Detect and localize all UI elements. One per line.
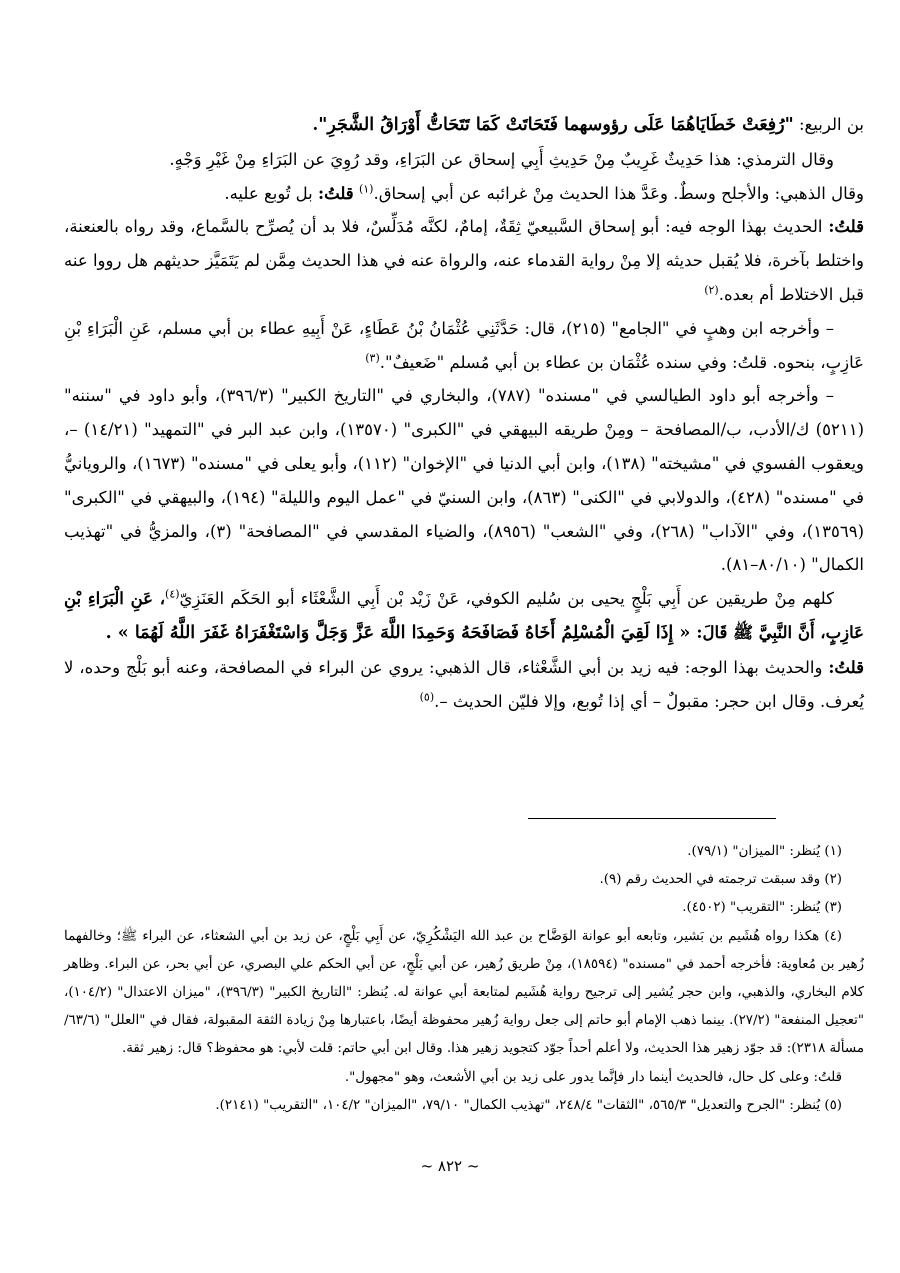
paragraph-4 — [64, 210, 864, 311]
paragraph-7 — [64, 582, 864, 651]
paragraph-8 — [64, 651, 864, 719]
hadith-text: « إِذَا لَقِيَ الْمُسْلِمُ أَخَاهُ فَصَافَحَهُ وَحَمِدَا اللَّهَ عَزَّ وَجَلَّ وَاسْتَغْفَرَاهُ غَفَرَ اللَّهُ لَهُمَا » . — [105, 622, 697, 643]
isnad-text: ، عَنِ الْبَرَاءِ بْنِ عَازِبٍ، أَنَّ النَّبِيَّ ﷺ قَالَ: — [64, 589, 864, 642]
text-run: . — [312, 115, 319, 134]
text-run: كلهم مِنْ طريقين عن أَبِي بَلْجٍ يحيى بن سُليم الكوفي، عَنْ زَيْد بْن أَبِي الشَّعْثَاء أبو الحَكَم العَنَزِيّ — [179, 589, 835, 609]
text-run: والحديث بهذا الوجه: فيه زيد بن أبي الشَّعْثاء، قال الذهبي: يروي عن البراء في المصافحة، وعنه أبو بَلْج وحده، لا يُعرف. وقال ابن حجر: مقبولٌ – أي إذا تُوبع، وإلا فليّن الحديث –. — [64, 657, 864, 711]
text-run: بن الربيع: — [793, 115, 864, 134]
footnote-ref: (٥) — [419, 690, 435, 704]
text-run: – وأخرجه ابن وهبٍ في "الجامع" (٢١٥)، قال: حَدَّثَنِي عُثْمَانُ بْنُ عَطَاءٍ، عَنْ أَبِيهِ عطاء بن أبي مسلم، عَنِ الْبَرَاءِ بْنِ عَازِبٍ، بنحوه. قلتُ: وفي سنده عُثْمَان بن عطاء بن أبي مُسلم "ضَعيفٌ". — [64, 318, 864, 372]
text-run: بل تُوبع عليه. — [224, 183, 319, 203]
paragraph-1 — [64, 108, 864, 143]
text-run: الحديث بهذا الوجه فيه: أبو إسحاق السَّبيعيّ ثِقَةٌ، إمامٌ، لكنَّه مُدَلِّسٌ، فلا بد أن يُصرِّح بالسَّماع، وقد رواه بالعنعنة، واختلط بآخرة، فلا يُقبل حديثه إلا مِنْ رواية القدماء عنه، والرواة عنه في هذا الحديث مِمَّن لم يَتَمَيَّز حديثهم هل رووا عنه قبل الاختلاط أم بعده. — [64, 217, 864, 304]
paragraph-5 — [64, 312, 864, 380]
note-label: قلتُ: — [828, 657, 864, 677]
paragraph-2: وقال الترمذي: هذا حَدِيثٌ غَرِيبٌ مِنْ حَدِيثِ أَبِي إسحاق عن البَرَاءِ، وقد رُوِيَ عن البَرَاءِ مِنْ غَيْرِ وَجْهٍ. — [169, 149, 834, 169]
footnote-1: (١) يُنظر: "الميزان" (٧٩/١). — [687, 844, 842, 859]
page-number: ~ ٨٢٢ ~ — [420, 1157, 480, 1175]
note-label: قلتُ: — [318, 183, 354, 203]
footnote-4-continuation: قلتُ: وعلى كل حال، فالحديث أينما دار فإنَّما يدور على زيد بن أبي الأشعث، وهو "مجهول". — [344, 1069, 842, 1085]
text-run: وقال الذهبي: والأجلح وسطٌ. وعَدَّ هذا الحديث مِنْ غرائبه عن أبي إسحاق. — [373, 183, 864, 203]
footnotes — [64, 838, 864, 1120]
footnote-ref: (٤) — [165, 587, 180, 601]
footnote-separator — [528, 818, 776, 819]
main-text — [64, 108, 864, 718]
footnote-2: (٢) وقد سبقت ترجمته في الحديث رقم (٩). — [599, 872, 842, 888]
paragraph-6: – وأخرجه أبو داود الطيالسي في "مسنده" (٧٨٧)، والبخاري في "التاريخ الكبير" (٣٩٦/٣)، وأبو داود في "سننه" (٥٢١١) ك/الأدب، ب/المصافحة – ومِنْ طريقه البيهقي في "الكبرى" (١٣٥٧٠)، وابن عبد البر في "التمهيد" (١٤/٢١) –، ويعقوب الفسوي في "مشيخته" (١٣٨)، وابن أبي الدنيا في "الإخوان" (١١٢)، وأبو يعلى في "مسنده" (١٦٧٣)، والرويانيُّ في "مسنده" (٤٢٨)، والدولابي في "الكنى" (٨٦٣)، وابن السنيّ في "عمل اليوم والليلة" (١٩٤)، والبيهقي في "الكبرى" (١٣٥٦٩)، وفي "الآداب" (٢٦٨)، وفي "الشعب" (٨٩٥٦)، والضياء المقدسي في "المصافحة" (٣)، والمزيُّ في "تهذيب الكمال" (٨٠/١٠–٨١). — [64, 386, 865, 575]
footnote-3: (٣) يُنظر: "التقريب" (٤٥٠٢). — [682, 900, 842, 916]
hadith-text: "رُفِعَتْ خَطَايَاهُمَا عَلَى رؤوسهما فَتَحَاتَتْ كَمَا تَتَحَاتُّ أَوْرَاقُ الشَّجَرِ" — [318, 115, 794, 135]
note-label: قلتُ: — [828, 217, 864, 237]
footnote-4: (٤) هكذا رواه هُشَيم بن بَشير، وتابعه أبو عوانة الوَضَّاح بن عبد الله اليَشْكُرِيّ، عن أَبِي بَلْجٍ، عن زيد بن أبي الشعثاء، عن البراء ﷺ؛ وخالفهما زُهير بن مُعاوية: فأخرجه أحمد في "مسنده" (١٨٥٩٤)، مِنْ طريق زُهير، عن أبي بَلْجٍ، عن أبي الحكم علي البصري، عن أبي بحر، عن البراء. وظاهر كلام البخاري، والذهبي، وابن حجر يُشير إلى ترجيح رواية هُشَيم لمتابعة أبي عوانة له. يُنظر: "التاريخ الكبير" (٣٩٦/٣)، "ميزان الاعتدال" (١٠٤/٢)، "تعجيل المنفعة" (٢٧/٢). بينما ذهب الإمام أبو حاتم إلى جعل رواية زُهير محفوظة أيضًا، باعتبارها مِنْ زيادة الثقة المقبولة، فقال في "العلل" (٦٣/٦/مسألة ٢٣١٨): قد جوّد زهير هذا الحديث، ولا أعلم أحداً جوّد كتجويد زهير هذا. وقال ابن أبي حاتم: قلت لأبي: هو محفوظ؟ قال: زهير ثقة. — [64, 928, 864, 1057]
footnote-ref: (٢) — [704, 283, 719, 297]
footnote-5: (٥) يُنظر: "الجرح والتعديل" ٥٦٥/٣، "الثقات" ٢٤٨/٤، "تهذيب الكمال" ٧٩/١٠، "الميزان" ١٠٤/٢، "التقريب" (٢١٤١). — [215, 1097, 842, 1113]
footnote-ref: (١) — [358, 182, 374, 196]
paragraph-3 — [64, 177, 864, 211]
footnote-ref: (٣) — [365, 351, 380, 365]
